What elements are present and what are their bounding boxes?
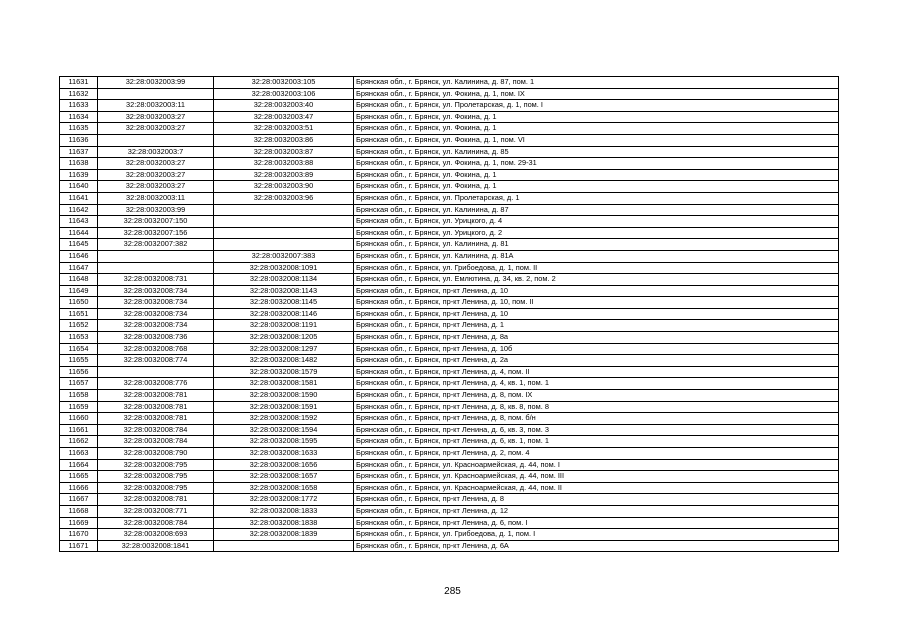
cadastral-number-cell: 32:28:0032008:1592 bbox=[214, 413, 354, 425]
row-number-cell: 11638 bbox=[60, 158, 98, 170]
address-cell: Брянская обл., г. Брянск, ул. Фокина, д. 1 bbox=[354, 169, 839, 181]
address-cell: Брянская обл., г. Брянск, пр-кт Ленина, д. 1 bbox=[354, 320, 839, 332]
cadastral-number-parent-cell: 32:28:0032008:784 bbox=[98, 517, 214, 529]
cadastral-number-parent-cell: 32:28:0032008:781 bbox=[98, 413, 214, 425]
cadastral-number-cell: 32:28:0032003:86 bbox=[214, 134, 354, 146]
row-number-cell: 11656 bbox=[60, 366, 98, 378]
address-cell: Брянская обл., г. Брянск, ул. Емлютина, д. 34, кв. 2, пом. 2 bbox=[354, 274, 839, 286]
address-cell: Брянская обл., г. Брянск, ул. Красноармейская, д. 44, пом. III bbox=[354, 471, 839, 483]
address-cell: Брянская обл., г. Брянск, ул. Фокина, д. 1, пом. IX bbox=[354, 88, 839, 100]
row-number-cell: 11671 bbox=[60, 540, 98, 552]
address-cell: Брянская обл., г. Брянск, пр-кт Ленина, д. 10б bbox=[354, 343, 839, 355]
cadastral-number-cell bbox=[214, 239, 354, 251]
row-number-cell: 11639 bbox=[60, 169, 98, 181]
address-cell: Брянская обл., г. Брянск, ул. Красноармейская, д. 44, пом. I bbox=[354, 459, 839, 471]
table-row bbox=[60, 181, 839, 193]
table-row bbox=[60, 540, 839, 552]
cadastral-number-parent-cell: 32:28:0032008:734 bbox=[98, 320, 214, 332]
cadastral-number-cell: 32:28:0032008:1657 bbox=[214, 471, 354, 483]
cadastral-number-parent-cell: 32:28:0032008:784 bbox=[98, 436, 214, 448]
cadastral-number-cell: 32:28:0032008:1205 bbox=[214, 332, 354, 344]
table-row bbox=[60, 169, 839, 181]
table-row bbox=[60, 413, 839, 425]
address-cell: Брянская обл., г. Брянск, пр-кт Ленина, д. 8, пом. б/н bbox=[354, 413, 839, 425]
table-row bbox=[60, 204, 839, 216]
cadastral-number-parent-cell: 32:28:0032008:731 bbox=[98, 274, 214, 286]
cadastral-number-cell: 32:28:0032008:1633 bbox=[214, 448, 354, 460]
row-number-cell: 11658 bbox=[60, 390, 98, 402]
cadastral-number-cell: 32:28:0032003:40 bbox=[214, 100, 354, 112]
row-number-cell: 11650 bbox=[60, 297, 98, 309]
table-row bbox=[60, 355, 839, 367]
address-cell: Брянская обл., г. Брянск, пр-кт Ленина, д. 10 bbox=[354, 308, 839, 320]
cadastral-number-cell: 32:28:0032008:1143 bbox=[214, 285, 354, 297]
address-cell: Брянская обл., г. Брянск, пр-кт Ленина, д. 6, кв. 3, пом. 3 bbox=[354, 424, 839, 436]
table-row bbox=[60, 366, 839, 378]
address-cell: Брянская обл., г. Брянск, пр-кт Ленина, д. 8а bbox=[354, 332, 839, 344]
cadastral-number-parent-cell: 32:28:0032008:734 bbox=[98, 308, 214, 320]
cadastral-number-cell bbox=[214, 227, 354, 239]
cadastral-number-parent-cell: 32:28:0032003:7 bbox=[98, 146, 214, 158]
cadastral-number-parent-cell: 32:28:0032003:27 bbox=[98, 181, 214, 193]
cadastral-number-parent-cell bbox=[98, 366, 214, 378]
table-row bbox=[60, 88, 839, 100]
row-number-cell: 11641 bbox=[60, 192, 98, 204]
cadastral-number-parent-cell: 32:28:0032007:156 bbox=[98, 227, 214, 239]
cadastral-number-cell: 32:28:0032008:1091 bbox=[214, 262, 354, 274]
table-row bbox=[60, 482, 839, 494]
cadastral-number-cell: 32:28:0032003:87 bbox=[214, 146, 354, 158]
cadastral-number-cell: 32:28:0032008:1134 bbox=[214, 274, 354, 286]
cadastral-number-parent-cell: 32:28:0032007:150 bbox=[98, 216, 214, 228]
cadastral-number-cell: 32:28:0032008:1146 bbox=[214, 308, 354, 320]
row-number-cell: 11647 bbox=[60, 262, 98, 274]
row-number-cell: 11667 bbox=[60, 494, 98, 506]
table-row bbox=[60, 320, 839, 332]
address-cell: Брянская обл., г. Брянск, ул. Урицкого, д. 4 bbox=[354, 216, 839, 228]
address-cell: Брянская обл., г. Брянск, ул. Красноармейская, д. 44, пом. II bbox=[354, 482, 839, 494]
cadastral-number-parent-cell: 32:28:0032003:11 bbox=[98, 100, 214, 112]
row-number-cell: 11666 bbox=[60, 482, 98, 494]
row-number-cell: 11644 bbox=[60, 227, 98, 239]
table-row bbox=[60, 459, 839, 471]
row-number-cell: 11651 bbox=[60, 308, 98, 320]
cadastral-number-parent-cell: 32:28:0032008:781 bbox=[98, 494, 214, 506]
table-row bbox=[60, 216, 839, 228]
address-cell: Брянская обл., г. Брянск, пр-кт Ленина, д. 8 bbox=[354, 494, 839, 506]
cadastral-number-parent-cell: 32:28:0032003:27 bbox=[98, 158, 214, 170]
address-cell: Брянская обл., г. Брянск, ул. Фокина, д. 1 bbox=[354, 181, 839, 193]
address-cell: Брянская обл., г. Брянск, ул. Фокина, д. 1, пом. VI bbox=[354, 134, 839, 146]
address-cell: Брянская обл., г. Брянск, ул. Фокина, д. 1, пом. 29-31 bbox=[354, 158, 839, 170]
cadastral-number-cell: 32:28:0032008:1594 bbox=[214, 424, 354, 436]
cadastral-number-cell: 32:28:0032003:51 bbox=[214, 123, 354, 135]
cadastral-number-cell bbox=[214, 540, 354, 552]
table-row bbox=[60, 123, 839, 135]
row-number-cell: 11660 bbox=[60, 413, 98, 425]
row-number-cell: 11654 bbox=[60, 343, 98, 355]
table-row bbox=[60, 100, 839, 112]
page-number: 285 bbox=[444, 586, 461, 597]
table-row bbox=[60, 192, 839, 204]
cadastral-number-parent-cell: 32:28:0032008:795 bbox=[98, 482, 214, 494]
row-number-cell: 11663 bbox=[60, 448, 98, 460]
cadastral-number-cell: 32:28:0032008:1590 bbox=[214, 390, 354, 402]
cadastral-number-parent-cell: 32:28:0032008:768 bbox=[98, 343, 214, 355]
row-number-cell: 11669 bbox=[60, 517, 98, 529]
cadastral-number-parent-cell: 32:28:0032008:734 bbox=[98, 285, 214, 297]
registry-table bbox=[59, 76, 839, 552]
address-cell: Брянская обл., г. Брянск, ул. Грибоедова, д. 1, пом. II bbox=[354, 262, 839, 274]
cadastral-number-cell: 32:28:0032008:1297 bbox=[214, 343, 354, 355]
address-cell: Брянская обл., г. Брянск, пр-кт Ленина, д. 8, пом. IX bbox=[354, 390, 839, 402]
row-number-cell: 11659 bbox=[60, 401, 98, 413]
cadastral-number-cell: 32:28:0032008:1658 bbox=[214, 482, 354, 494]
table-row bbox=[60, 378, 839, 390]
row-number-cell: 11655 bbox=[60, 355, 98, 367]
cadastral-number-cell: 32:28:0032003:47 bbox=[214, 111, 354, 123]
table-row bbox=[60, 448, 839, 460]
address-cell: Брянская обл., г. Брянск, пр-кт Ленина, д. 6, пом. I bbox=[354, 517, 839, 529]
table-row bbox=[60, 332, 839, 344]
table-row bbox=[60, 297, 839, 309]
cadastral-number-parent-cell: 32:28:0032003:27 bbox=[98, 111, 214, 123]
cadastral-number-parent-cell: 32:28:0032003:27 bbox=[98, 169, 214, 181]
row-number-cell: 11635 bbox=[60, 123, 98, 135]
table-row bbox=[60, 494, 839, 506]
row-number-cell: 11646 bbox=[60, 250, 98, 262]
cadastral-number-parent-cell bbox=[98, 262, 214, 274]
cadastral-number-cell bbox=[214, 216, 354, 228]
table-row bbox=[60, 239, 839, 251]
cadastral-number-parent-cell: 32:28:0032003:11 bbox=[98, 192, 214, 204]
cadastral-number-parent-cell: 32:28:0032008:784 bbox=[98, 424, 214, 436]
table-row bbox=[60, 227, 839, 239]
cadastral-number-cell bbox=[214, 204, 354, 216]
row-number-cell: 11657 bbox=[60, 378, 98, 390]
cadastral-number-cell: 32:28:0032008:1591 bbox=[214, 401, 354, 413]
table-row bbox=[60, 274, 839, 286]
cadastral-number-parent-cell: 32:28:0032008:734 bbox=[98, 297, 214, 309]
row-number-cell: 11653 bbox=[60, 332, 98, 344]
cadastral-number-cell: 32:28:0032008:1656 bbox=[214, 459, 354, 471]
row-number-cell: 11645 bbox=[60, 239, 98, 251]
address-cell: Брянская обл., г. Брянск, пр-кт Ленина, д. 2, пом. 4 bbox=[354, 448, 839, 460]
row-number-cell: 11633 bbox=[60, 100, 98, 112]
cadastral-number-cell: 32:28:0032008:1145 bbox=[214, 297, 354, 309]
row-number-cell: 11643 bbox=[60, 216, 98, 228]
cadastral-number-cell: 32:28:0032003:106 bbox=[214, 88, 354, 100]
cadastral-number-parent-cell: 32:28:0032008:774 bbox=[98, 355, 214, 367]
cadastral-number-cell: 32:28:0032008:1839 bbox=[214, 529, 354, 541]
row-number-cell: 11661 bbox=[60, 424, 98, 436]
cadastral-number-cell: 32:28:0032008:1482 bbox=[214, 355, 354, 367]
table-row bbox=[60, 505, 839, 517]
table-row bbox=[60, 529, 839, 541]
cadastral-number-cell: 32:28:0032003:88 bbox=[214, 158, 354, 170]
cadastral-number-cell: 32:28:0032008:1838 bbox=[214, 517, 354, 529]
cadastral-number-parent-cell: 32:28:0032003:99 bbox=[98, 204, 214, 216]
row-number-cell: 11664 bbox=[60, 459, 98, 471]
address-cell: Брянская обл., г. Брянск, пр-кт Ленина, д. 6, кв. 1, пом. 1 bbox=[354, 436, 839, 448]
table-row bbox=[60, 134, 839, 146]
table-row bbox=[60, 77, 839, 89]
row-number-cell: 11631 bbox=[60, 77, 98, 89]
address-cell: Брянская обл., г. Брянск, ул. Калинина, д. 81А bbox=[354, 250, 839, 262]
address-cell: Брянская обл., г. Брянск, пр-кт Ленина, д. 4, пом. II bbox=[354, 366, 839, 378]
address-cell: Брянская обл., г. Брянск, ул. Пролетарская, д. 1 bbox=[354, 192, 839, 204]
table-row bbox=[60, 285, 839, 297]
cadastral-number-cell: 32:28:0032003:89 bbox=[214, 169, 354, 181]
row-number-cell: 11637 bbox=[60, 146, 98, 158]
row-number-cell: 11670 bbox=[60, 529, 98, 541]
cadastral-number-cell: 32:28:0032003:96 bbox=[214, 192, 354, 204]
cadastral-number-parent-cell: 32:28:0032008:781 bbox=[98, 390, 214, 402]
registry-table-body bbox=[60, 77, 839, 552]
cadastral-number-parent-cell: 32:28:0032003:99 bbox=[98, 77, 214, 89]
cadastral-number-parent-cell: 32:28:0032008:771 bbox=[98, 505, 214, 517]
row-number-cell: 11662 bbox=[60, 436, 98, 448]
cadastral-number-cell: 32:28:0032008:1581 bbox=[214, 378, 354, 390]
table-row bbox=[60, 250, 839, 262]
row-number-cell: 11640 bbox=[60, 181, 98, 193]
cadastral-number-parent-cell: 32:28:0032008:795 bbox=[98, 471, 214, 483]
cadastral-number-cell: 32:28:0032008:1579 bbox=[214, 366, 354, 378]
address-cell: Брянская обл., г. Брянск, ул. Калинина, д. 81 bbox=[354, 239, 839, 251]
table-row bbox=[60, 146, 839, 158]
cadastral-number-parent-cell: 32:28:0032008:790 bbox=[98, 448, 214, 460]
address-cell: Брянская обл., г. Брянск, пр-кт Ленина, д. 12 bbox=[354, 505, 839, 517]
cadastral-number-parent-cell: 32:28:0032008:795 bbox=[98, 459, 214, 471]
cadastral-number-parent-cell bbox=[98, 250, 214, 262]
address-cell: Брянская обл., г. Брянск, ул. Грибоедова, д. 1, пом. I bbox=[354, 529, 839, 541]
cadastral-number-cell: 32:28:0032008:1595 bbox=[214, 436, 354, 448]
table-row bbox=[60, 262, 839, 274]
address-cell: Брянская обл., г. Брянск, ул. Калинина, д. 87 bbox=[354, 204, 839, 216]
row-number-cell: 11665 bbox=[60, 471, 98, 483]
address-cell: Брянская обл., г. Брянск, ул. Фокина, д. 1 bbox=[354, 123, 839, 135]
address-cell: Брянская обл., г. Брянск, ул. Урицкого, д. 2 bbox=[354, 227, 839, 239]
row-number-cell: 11634 bbox=[60, 111, 98, 123]
address-cell: Брянская обл., г. Брянск, пр-кт Ленина, д. 8, кв. 8, пом. 8 bbox=[354, 401, 839, 413]
table-row bbox=[60, 424, 839, 436]
table-row bbox=[60, 517, 839, 529]
address-cell: Брянская обл., г. Брянск, ул. Калинина, д. 87, пом. 1 bbox=[354, 77, 839, 89]
address-cell: Брянская обл., г. Брянск, пр-кт Ленина, д. 10 bbox=[354, 285, 839, 297]
row-number-cell: 11668 bbox=[60, 505, 98, 517]
cadastral-number-parent-cell: 32:28:0032008:781 bbox=[98, 401, 214, 413]
table-row bbox=[60, 401, 839, 413]
address-cell: Брянская обл., г. Брянск, ул. Фокина, д. 1 bbox=[354, 111, 839, 123]
cadastral-number-cell: 32:28:0032003:90 bbox=[214, 181, 354, 193]
row-number-cell: 11648 bbox=[60, 274, 98, 286]
row-number-cell: 11636 bbox=[60, 134, 98, 146]
cadastral-number-parent-cell: 32:28:0032008:736 bbox=[98, 332, 214, 344]
cadastral-number-parent-cell bbox=[98, 88, 214, 100]
cadastral-number-cell: 32:28:0032003:105 bbox=[214, 77, 354, 89]
cadastral-number-parent-cell: 32:28:0032008:776 bbox=[98, 378, 214, 390]
cadastral-number-cell: 32:28:0032008:1191 bbox=[214, 320, 354, 332]
row-number-cell: 11652 bbox=[60, 320, 98, 332]
cadastral-number-parent-cell: 32:28:0032007:382 bbox=[98, 239, 214, 251]
row-number-cell: 11632 bbox=[60, 88, 98, 100]
cadastral-number-cell: 32:28:0032007:383 bbox=[214, 250, 354, 262]
cadastral-number-parent-cell bbox=[98, 134, 214, 146]
address-cell: Брянская обл., г. Брянск, пр-кт Ленина, д. 10, пом. II bbox=[354, 297, 839, 309]
address-cell: Брянская обл., г. Брянск, пр-кт Ленина, д. 4, кв. 1, пом. 1 bbox=[354, 378, 839, 390]
cadastral-number-parent-cell: 32:28:0032008:1841 bbox=[98, 540, 214, 552]
table-row bbox=[60, 471, 839, 483]
row-number-cell: 11649 bbox=[60, 285, 98, 297]
address-cell: Брянская обл., г. Брянск, пр-кт Ленина, д. 6А bbox=[354, 540, 839, 552]
address-cell: Брянская обл., г. Брянск, ул. Пролетарская, д. 1, пом. I bbox=[354, 100, 839, 112]
table-row bbox=[60, 111, 839, 123]
table-row bbox=[60, 390, 839, 402]
row-number-cell: 11642 bbox=[60, 204, 98, 216]
address-cell: Брянская обл., г. Брянск, ул. Калинина, д. 85 bbox=[354, 146, 839, 158]
cadastral-number-cell: 32:28:0032008:1833 bbox=[214, 505, 354, 517]
table-row bbox=[60, 343, 839, 355]
cadastral-number-parent-cell: 32:28:0032008:693 bbox=[98, 529, 214, 541]
address-cell: Брянская обл., г. Брянск, пр-кт Ленина, д. 2а bbox=[354, 355, 839, 367]
cadastral-number-cell: 32:28:0032008:1772 bbox=[214, 494, 354, 506]
table-row bbox=[60, 308, 839, 320]
table-row bbox=[60, 158, 839, 170]
cadastral-number-parent-cell: 32:28:0032003:27 bbox=[98, 123, 214, 135]
table-row bbox=[60, 436, 839, 448]
